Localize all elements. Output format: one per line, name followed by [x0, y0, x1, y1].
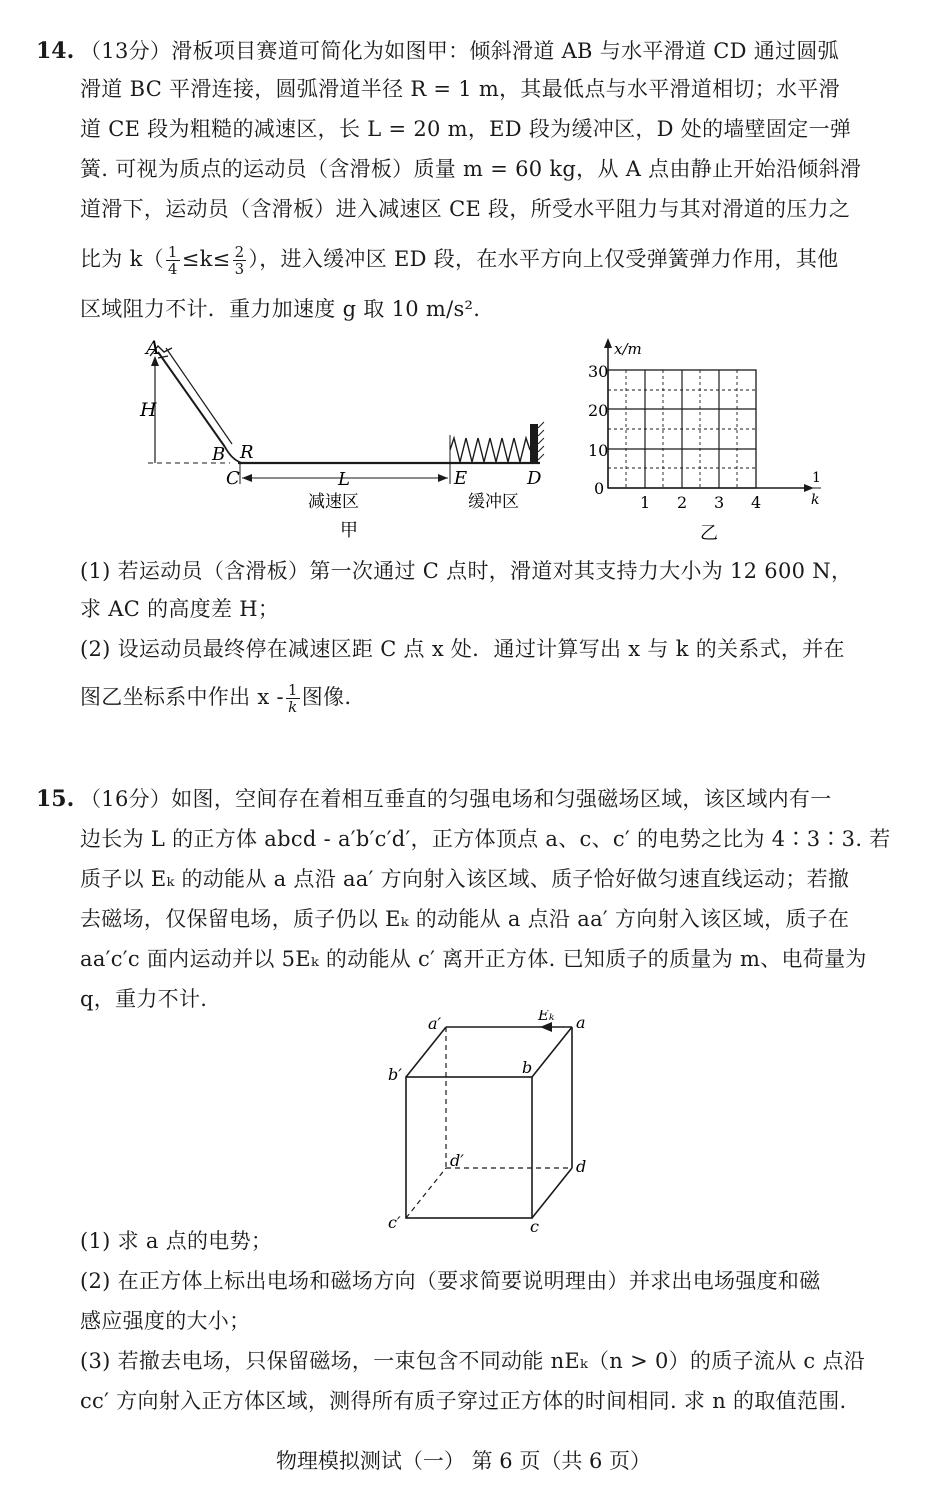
- x-label-numerator: 1: [812, 470, 821, 486]
- q15-line-4: 去磁场，仅保留电场，质子仍以 Eₖ 的动能从 a 点沿 aa′ 方向射入该区域，质子在: [80, 907, 850, 931]
- figure-jia-track-diagram: [130, 332, 560, 542]
- label-c: C: [226, 468, 240, 489]
- label-c-prime: c′: [388, 1213, 401, 1232]
- edge-b1-a1: [406, 1027, 446, 1077]
- label-b-prime: b′: [388, 1065, 402, 1084]
- label-h: H: [140, 399, 157, 421]
- q15-line-6: q，重力不计.: [80, 987, 208, 1011]
- figure-yi-coordinate-grid: [580, 332, 830, 547]
- front-face: [406, 1077, 532, 1218]
- caption-jia: 甲: [340, 520, 358, 541]
- label-buffer-zone: 缓冲区: [468, 492, 519, 512]
- label-r: R: [240, 442, 254, 463]
- fraction-one-over-k: [286, 682, 300, 715]
- label-decel-zone: 减速区: [308, 492, 359, 512]
- l-arrow-left: [242, 474, 252, 482]
- label-d-prime: d′: [450, 1151, 464, 1170]
- caption-yi: 乙: [700, 523, 718, 544]
- q15-number: 15.: [36, 786, 75, 812]
- l-arrow-right: [438, 474, 448, 482]
- figure-cube: [380, 1010, 610, 1235]
- wall-hatch: [538, 422, 544, 460]
- q14-line-4: 簧. 可视为质点的运动员（含滑板）质量 m = 60 kg，从 A 点由静止开始沿倾斜滑: [80, 157, 862, 181]
- frac-numerator: 1: [167, 243, 178, 261]
- q15-sub2-line-2: 感应强度的大小；: [80, 1309, 251, 1333]
- y-tick-20: 20: [588, 401, 609, 420]
- q14-line-6: [80, 244, 890, 277]
- edge-b-a: [532, 1027, 572, 1077]
- y-tick-30: 30: [588, 362, 609, 381]
- y-axis-arrow: [604, 338, 612, 348]
- page-footer: 物理模拟测试（一） 第 6 页（共 6 页）: [275, 1449, 652, 1473]
- y-axis-label: x/m: [614, 340, 642, 358]
- q15-line-1: （16分）如图，空间存在着相互垂直的匀强电场和匀强磁场区域，该区域内有一: [80, 787, 832, 811]
- q14-line-1: （13分）滑板项目赛道可简化为如图甲：倾斜滑道 AB 与水平滑道 CD 通过圆弧: [80, 39, 839, 63]
- edge-c1-d1-hidden: [406, 1168, 446, 1218]
- edge-c-d: [532, 1168, 572, 1218]
- q14-line-6-b: ≤k≤: [181, 247, 231, 271]
- label-c: c: [530, 1217, 539, 1235]
- fraction-two-thirds: [233, 244, 247, 277]
- q15-sub3-line-1: (3) 若撤去电场，只保留磁场，一束包含不同动能 nEₖ（n > 0）的质子流从 c 点沿: [80, 1349, 866, 1373]
- x-tick-1: 1: [640, 493, 651, 512]
- x-tick-2: 2: [677, 493, 688, 512]
- q14-line-7: 区域阻力不计．重力加速度 g 取 10 m/s².: [80, 297, 481, 321]
- label-d: D: [527, 468, 542, 489]
- label-d: d: [576, 1157, 587, 1176]
- label-ek: Eₖ: [538, 1010, 555, 1024]
- frac-denominator: 4: [167, 260, 178, 278]
- spring: [450, 438, 530, 462]
- x-tick-4: 4: [751, 493, 762, 512]
- q14-sub2-line-2: [80, 682, 890, 715]
- q14-sub1-line-1: (1) 若运动员（含滑板）第一次通过 C 点时，滑道对其支持力大小为 12 600 N，: [80, 559, 853, 583]
- q14-line-6-c: ），进入缓冲区 ED 段，在水平方向上仅受弹簧弹力作用，其他: [248, 247, 839, 271]
- x-label-denominator: k: [811, 492, 820, 508]
- label-b: B: [212, 444, 226, 465]
- label-a-prime: a′: [428, 1014, 442, 1033]
- incline-ab: [158, 352, 225, 447]
- label-l: L: [338, 469, 350, 490]
- frac-numerator: 1: [287, 681, 298, 699]
- q14-sub2-line-2-a: 图乙坐标系中作出 x -: [80, 685, 284, 709]
- label-b: b: [522, 1058, 533, 1077]
- q15-sub3-line-2: cc′ 方向射入正方体区域，测得所有质子穿过正方体的时间相同. 求 n 的取值范围.: [80, 1389, 847, 1413]
- frac-denominator: 3: [234, 260, 245, 278]
- y-tick-10: 10: [588, 441, 609, 460]
- q15-line-5: aa′c′c 面内运动并以 5Eₖ 的动能从 c′ 离开正方体. 已知质子的质量为 m、电荷量为: [80, 947, 867, 971]
- q14-line-3: 道 CE 段为粗糙的减速区，长 L = 20 m，ED 段为缓冲区，D 处的墙壁固定一弹: [80, 117, 852, 141]
- q15-sub1: (1) 求 a 点的电势；: [80, 1229, 273, 1253]
- q14-sub2-line-1: (2) 设运动员最终停在减速区距 C 点 x 处．通过计算写出 x 与 k 的关系式，并在: [80, 637, 845, 661]
- label-a: a: [576, 1013, 586, 1032]
- q14-sub2-line-2-b: 图像.: [301, 685, 352, 709]
- y-tick-0: 0: [594, 479, 605, 498]
- q14-sub1-line-2: 求 AC 的高度差 H；: [80, 597, 280, 621]
- wall: [530, 424, 538, 463]
- label-a: A: [146, 337, 160, 359]
- q15-line-2: 边长为 L 的正方体 abcd - a′b′c′d′，正方体顶点 a、c、c′ 的电势之比为 4∶3∶3. 若: [80, 827, 891, 851]
- q15-line-3: 质子以 Eₖ 的动能从 a 点沿 aa′ 方向射入该区域、质子恰好做匀速直线运动；若撤: [80, 867, 850, 891]
- q14-number: 14.: [36, 38, 75, 64]
- q15-sub2-line-1: (2) 在正方体上标出电场和磁场方向（要求简要说明理由）并求出电场强度和磁: [80, 1269, 821, 1293]
- frac-denominator: k: [288, 698, 298, 716]
- grid-major-lines: [608, 370, 756, 488]
- incline-ab-edge: [166, 348, 232, 444]
- label-e: E: [454, 468, 468, 489]
- q14-line-6-a: 比为 k（: [80, 247, 164, 271]
- x-tick-3: 3: [714, 493, 725, 512]
- q14-line-2: 滑道 BC 平滑连接，圆弧滑道半径 R = 1 m，其最低点与水平滑道相切；水平滑: [80, 77, 840, 101]
- frac-numerator: 2: [234, 243, 245, 261]
- fraction-quarter: [166, 244, 180, 277]
- q14-line-5: 道滑下，运动员（含滑板）进入减速区 CE 段，所受水平阻力与其对滑道的压力之: [80, 197, 851, 221]
